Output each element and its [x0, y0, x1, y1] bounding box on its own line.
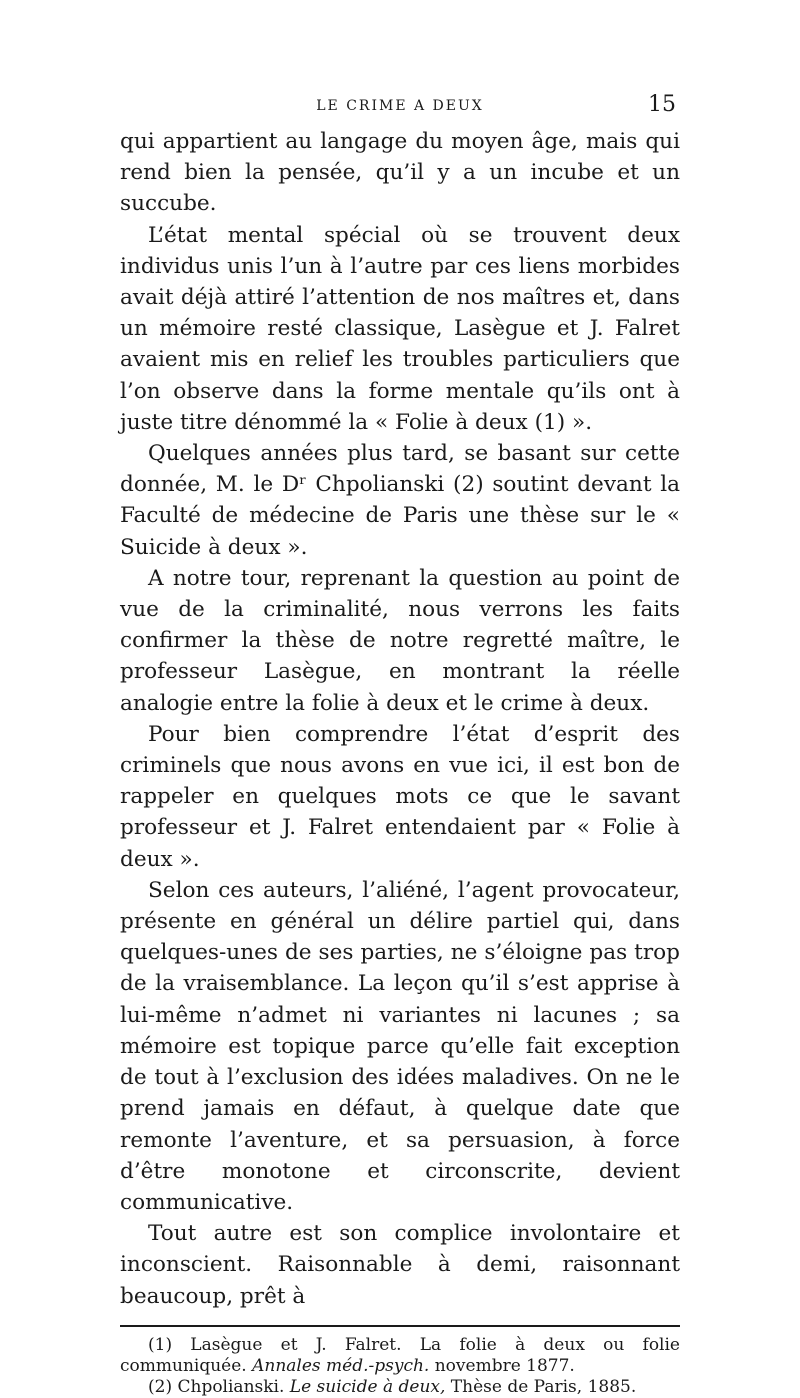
- paragraph: A notre tour, reprenant la question au point de vue de la criminalité, nous verrons les faits confirmer la thèse de notre regretté maître, le professeur Lasègue, en montrant la réelle analogie entre la folie à deux et le crime à deux.: [120, 565, 680, 716]
- footnote-text: (1) Lasègue et J. Falret. La folie à deux ou folie communiquée.: [120, 1334, 680, 1376]
- footnote-text: novembre 1877.: [429, 1355, 575, 1376]
- footnote-italic-title: Le suicide à deux,: [289, 1376, 446, 1397]
- paragraph: qui appartient au langage du moyen âge, mais qui rend bien la pensée, qu’il y a un incube et un succube.: [120, 129, 680, 217]
- footnotes: [120, 1335, 680, 1398]
- paragraph: L’état mental spécial où se trouvent deux individus unis l’un à l’autre par ces liens morbides avait déjà attiré l’attention de nos maîtres et, dans un mémoire resté classique, Lasègue et J. Falret avaient mis en relief les troubles particuliers que l’on observe dans la forme mentale qu’ils ont à juste titre dénommé la « Folie à deux (1) ».: [120, 222, 680, 435]
- running-title: LE CRIME A DEUX: [316, 98, 484, 114]
- paragraph: Tout autre est son complice involontaire et inconscient. Raisonnable à demi, raisonnant beaucoup, prêt à: [120, 1221, 680, 1309]
- page-number: 15: [648, 92, 676, 117]
- paragraph: Quelques années plus tard, se basant sur cette donnée, M. le Dʳ Chpolianski (2) soutint devant la Faculté de médecine de Paris une thèse sur le « Suicide à deux ».: [120, 441, 680, 560]
- paragraph: Pour bien comprendre l’état d’esprit des criminels que nous avons en vue ici, il est bon de rappeler en quelques mots ce que le savant professeur et J. Falret entendaient par « Folie à deux ».: [120, 721, 680, 872]
- footnote-text: (2) Chpolianski.: [148, 1376, 290, 1397]
- body-text: [120, 126, 680, 1312]
- book-page: [120, 92, 680, 1398]
- page-header: [120, 92, 680, 126]
- footnote: [120, 1335, 680, 1377]
- footnote-divider: [120, 1325, 680, 1327]
- footnote-italic-title: Annales méd.-psych.: [252, 1355, 430, 1376]
- paragraph: Selon ces auteurs, l’aliéné, l’agent provocateur, présente en général un délire partiel qui, dans quelques-unes de ses parties, ne s’éloigne pas trop de la vraisemblance. La leçon qu’il s’est apprise à lui-même n’admet ni variantes ni lacunes ; sa mémoire est topique parce qu’elle fait exception de tout à l’exclusion des idées maladives. On ne le prend jamais en défaut, à quelque date que remonte l’aventure, et sa persuasion, à force d’être monotone et circonscrite, devient communicative.: [120, 877, 680, 1215]
- footnote-text: Thèse de Paris, 1885.: [445, 1376, 637, 1397]
- footnote: [120, 1377, 680, 1398]
